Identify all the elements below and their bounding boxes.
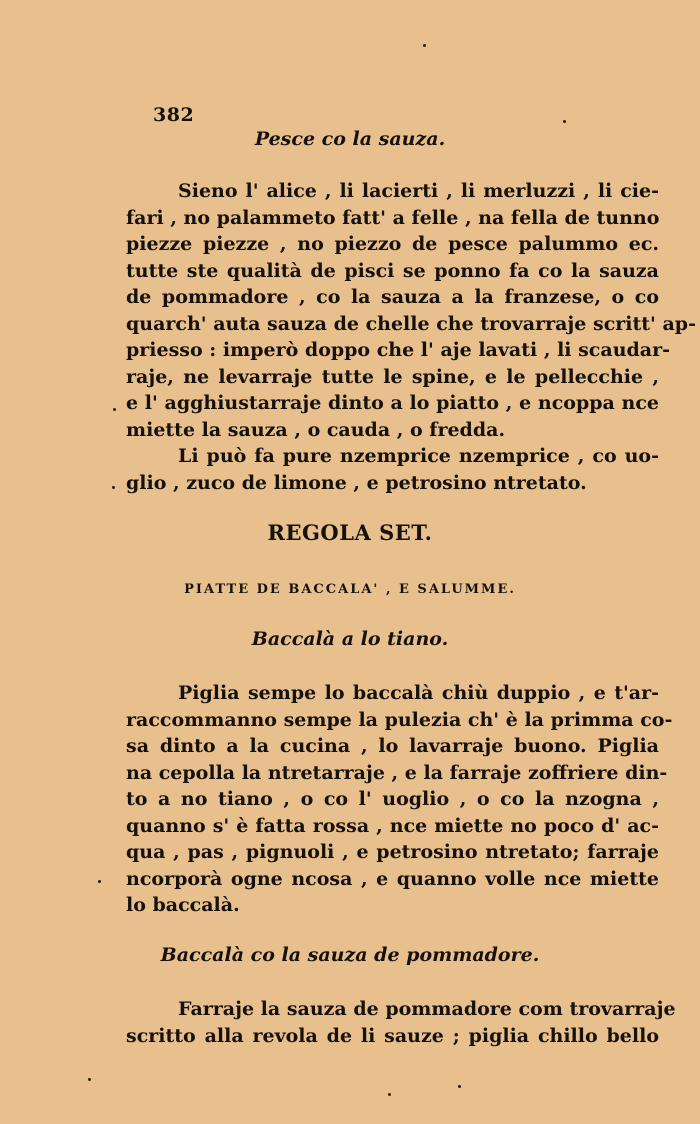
rule-heading: REGOLA SET. (267, 520, 433, 545)
paragraph-pesce-2 (126, 443, 659, 496)
text-line: to a no tiano , o co l' uoglio , o co la nzogna , (126, 788, 659, 810)
paragraph-baccala-pommadore (126, 996, 676, 1049)
text-line: na cepolla la ntretarraje , e la farraje zoffriere din- (126, 761, 668, 784)
speck (388, 1093, 391, 1096)
text-line: lo baccalà. (126, 894, 240, 916)
text-line: raje, ne levarraje tutte le spine, e le pellecchie , (126, 365, 659, 388)
text-line: quarch' auta sauza de chelle che trovarraje scritt' ap- (126, 312, 696, 335)
rule-subheading: PIATTE DE BACCALA' , E SALUMME. (184, 582, 516, 597)
text-line: de pommadore , co la sauza a la franzese, o co (126, 286, 659, 308)
text-line: e l' agghiustarraje dinto a lo piatto , e ncoppa nce (126, 392, 659, 414)
speck (88, 1078, 91, 1081)
text-line: Li può fa pure nzemprice nzemprice , co uo- (178, 445, 659, 467)
paragraph-baccala-tiano (126, 680, 673, 919)
section-title-baccala-tiano: Baccalà a lo tiano. (251, 628, 449, 650)
text-line: Piglia sempe lo baccalà chiù duppio , e t'ar- (178, 682, 659, 704)
section-title-baccala-pommadore: Baccalà co la sauza de pommadore. (160, 944, 540, 966)
text-line: scritto alla revola de li sauze ; piglia chillo bello (126, 1024, 659, 1047)
speck (458, 1085, 461, 1088)
text-line: miette la sauza , o cauda , o fredda. (126, 418, 506, 441)
section-title-pesce: Pesce co la sauza. (254, 128, 446, 150)
text-line: ncorporà ogne ncosa , e quanno volle nce miette (126, 867, 659, 890)
text-line: tutte ste qualità de pisci se ponno fa co la sauza (126, 259, 659, 282)
text-line: qua , pas , pignuoli , e petrosino ntretato; farraje (126, 841, 659, 863)
page-number: 382 (153, 104, 195, 126)
text-line: piezze piezze , no piezzo de pesce palummo ec. (126, 233, 659, 255)
text-line: sa dinto a la cucina , lo lavarraje buono. Piglia (126, 735, 659, 757)
text-line: Sieno l' alice , li lacierti , li merluzzi , li cie- (178, 180, 659, 202)
text-line: priesso : imperò doppo che l' aje lavati , li scaudar- (126, 339, 670, 361)
speck (423, 44, 426, 47)
text-line: fari , no palammeto fatt' a felle , na fella de tunno (126, 206, 660, 229)
speck (98, 880, 101, 883)
speck (113, 408, 116, 411)
text-line: Farraje la sauza de pommadore com trovarraje (178, 998, 676, 1020)
speck (563, 120, 566, 123)
text-line: quanno s' è fatta rossa , nce miette no poco d' ac- (126, 814, 659, 837)
text-line: glio , zuco de limone , e petrosino ntretato. (126, 471, 587, 494)
text-line: raccommanno sempe la pulezia ch' è la primma co- (126, 708, 673, 731)
speck (112, 486, 115, 489)
paragraph-pesce-1 (126, 178, 696, 443)
